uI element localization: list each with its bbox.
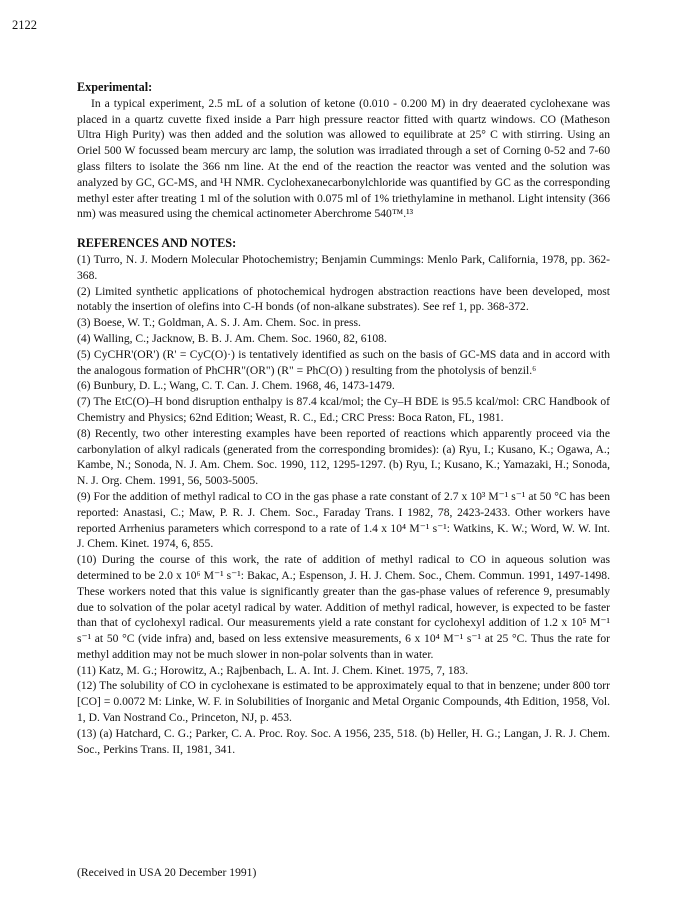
reference-10: (10) During the course of this work, the rate of addition of methyl radical to CO in aqueous solution was determined to be 2.0 x 10⁶ M⁻¹ s⁻¹: Bakac, A.; Espenson, J. H. J. Chem. Soc., Chem. Commun. 1991, 1497-1498. These workers noted that this value is significantly greater than the gas-phase values of reference 9, presumably due to solvation of the polar acetyl radical by water. Addition of methyl radical, however, is expected to be faster than that of cyclohexyl radical. Our measurements yield a rate constant for cyclohexyl addition of 1.2 x 10⁵ M⁻¹ s⁻¹ at 50 °C (vide infra) and, based on less extensive measurements, 6 x 10⁴ M⁻¹ s⁻¹ at 25 °C. Thus the rate for methyl addition may not be much slower in non-polar solvents than in water. bbox=[77, 553, 610, 661]
reference-7: (7) The EtC(O)–H bond disruption enthalpy is 87.4 kcal/mol; the Cy–H BDE is 95.5 kcal/mol: CRC Handbook of Chemistry and Physics; 62nd Edition; Weast, R. C., Ed.; CRC Press: Boca Raton, FL, 1981. bbox=[77, 395, 610, 424]
page-number: 2122 bbox=[12, 18, 37, 32]
reference-6: (6) Bunbury, D. L.; Wang, C. T. Can. J. Chem. 1968, 46, 1473-1479. bbox=[77, 379, 395, 393]
reference-1: (1) Turro, N. J. Modern Molecular Photochemistry; Benjamin Cummings: Menlo Park, California, 1978, pp. 362-368. bbox=[77, 252, 610, 282]
reference-13: (13) (a) Hatchard, C. G.; Parker, C. A. Proc. Roy. Soc. A 1956, 235, 518. (b) Heller, H. G.; Langan, J. R. J. Chem. Soc., Perkins Trans. II, 1981, 341. bbox=[77, 726, 610, 756]
received-date: (Received in USA 20 December 1991) bbox=[77, 866, 257, 879]
reference-5: (5) CyCHR'(OR') (R' = CyC(O)·) is tentatively identified as such on the basis of GC-MS data and in accord with the analogous formation of PhCHR"(OR") (R" = PhC(O) ) resulting from the photolysis of benzil.⁶ bbox=[77, 347, 610, 377]
references-heading: REFERENCES AND NOTES: bbox=[77, 236, 237, 251]
reference-2: (2) Limited synthetic applications of photochemical hydrogen abstraction reactions have been developed, most notably the insertion of olefins into C-H bonds (of non-alkane substrates). See ref 1, pp. 368-372. bbox=[77, 284, 610, 314]
reference-11: (11) Katz, M. G.; Horowitz, A.; Rajbenbach, L. A. Int. J. Chem. Kinet. 1975, 7, 183. bbox=[77, 663, 469, 677]
experimental-heading: Experimental: bbox=[77, 80, 153, 94]
reference-8: (8) Recently, two other interesting examples have been reported of reactions which apparently proceed via the carbonylation of alkyl radicals (generated from the corresponding bromides): (a) Ryu, I.; Kusano, K.; Ogawa, A.; Kambe, N.; Sonoda, N. J. Am. Chem. Soc. 1990, 112, 1295-1297. (b) Ryu, I.; Kusano, K.; Yamazaki, H.; Sonoda, N. J. Org. Chem. 1991, 56, 5003-5005. bbox=[77, 426, 610, 488]
experimental-paragraph: In a typical experiment, 2.5 mL of a solution of ketone (0.010 - 0.200 M) in dry deaerated cyclohexane was placed in a quartz cuvette fixed inside a Parr high pressure reactor fitted with quartz windows. CO (Matheson Ultra High Purity) was then added and the solution was allowed to equilibrate at 25° C with stirring. Using an Oriel 500 W focussed beam mercury arc lamp, the solution was irradiated through a set of Corning 0-52 and 7-60 glass filters to isolate the 366 nm line. At the end of the reaction the reactor was vented and the solution was analyzed by GC, GC-MS, and ¹H NMR. Cyclohexanecarbonylchloride was quantified by GC as the corresponding methyl ester after treating 1 ml of the solution with 0.075 ml of 1% triethylamine in methanol. Light intensity (366 nm) was measured using the chemical actinometer Aberchrome 540™.¹³ bbox=[77, 96, 610, 221]
reference-4: (4) Walling, C.; Jacknow, B. B. J. Am. Chem. Soc. 1960, 82, 6108. bbox=[77, 331, 387, 345]
references-list bbox=[77, 252, 610, 758]
page-body bbox=[77, 80, 610, 757]
reference-3: (3) Boese, W. T.; Goldman, A. S. J. Am. Chem. Soc. in press. bbox=[77, 316, 361, 330]
reference-9: (9) For the addition of methyl radical to CO in the gas phase a rate constant of 2.7 x 10³ M⁻¹ s⁻¹ at 50 °C has been reported: Anastasi, C.; Maw, P. R. J. Chem. Soc., Faraday Trans. I 1982, 78, 2423-2433. Other workers have reported Arrhenius parameters which correspond to a rate of 1.4 x 10⁴ M⁻¹ s⁻¹: Watkins, K. W.; Word, W. W. Int. J. Chem. Kinet. 1974, 6, 855. bbox=[77, 489, 610, 551]
reference-12: (12) The solubility of CO in cyclohexane is estimated to be approximately equal to that in benzene; under 800 torr [CO] = 0.0072 M: Linke, W. F. in Solubilities of Inorganic and Metal Organic Compounds, 4th Edition, 1958, Vol. 1, D. Van Nostrand Co., Princeton, NJ, p. 453. bbox=[77, 679, 610, 725]
